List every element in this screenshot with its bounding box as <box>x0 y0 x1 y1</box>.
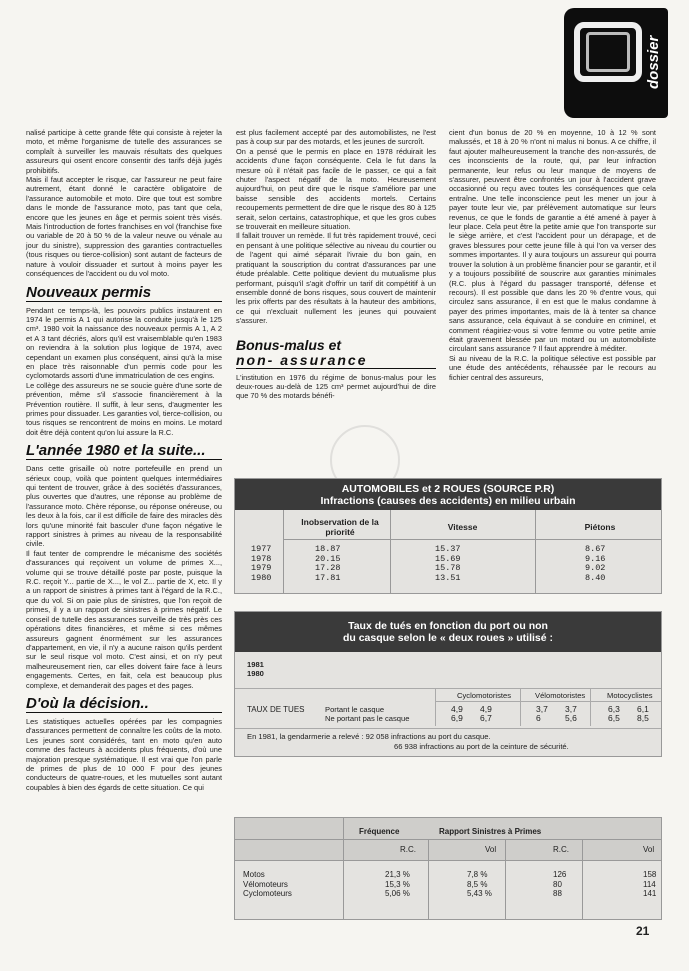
sub-header: Vol <box>643 845 655 854</box>
table-note: En 1981, la gendarmerie a relevé : 92 058 infractions au port du casque. <box>247 732 491 741</box>
table-cell: 1979 <box>251 563 272 574</box>
section-heading: Nouveaux permis <box>26 284 222 302</box>
sub-header: Vol <box>485 845 497 854</box>
table-cell: 6,7 <box>480 713 492 723</box>
paragraph: est plus facilement accepté par des automobilistes, ne l'est pas à coup sur par des motards, et les jeunes de surcroît. <box>236 128 436 147</box>
row-label: Portant le casque <box>325 705 385 714</box>
paragraph: Mais il faut accepter le risque, car l'assureur ne peut faire autrement, étant donné le caractère obligatoire de l'assurance automobile et moto. Dire que tout est sombre dans le monde de l'assurance moto, pas tant que cela, encore que les jeunes en âge et permis soient très visés. Mais l'introduction de fortes franchises en vol (franchise fixe ou variable de 20 à 50 % de la valeur neuve ou vénale au jour du sinistre), suppression des garanties contractuelles (tous risques ou tierce-collision) sont autant de facteurs de nature à vouloir dissuader et surtout à moins payer les conséquences de l'accident ou du vol moto. <box>26 175 222 279</box>
table-cell: 4,9 <box>451 704 463 714</box>
table-cell: 5,43 % <box>467 889 492 898</box>
column-header: Fréquence <box>359 827 400 836</box>
table-cell: 3,7 <box>565 704 577 714</box>
table-cell: 8.40 <box>585 572 606 583</box>
row-label: Cyclomoteurs <box>243 889 292 898</box>
table-cell: 15.37 <box>435 544 461 554</box>
group-header: Cyclomotoristes <box>457 691 512 700</box>
table-taux-tues <box>234 611 662 757</box>
table-cell: 4,9 <box>480 704 492 714</box>
table-cell: 3,7 <box>536 704 548 714</box>
table-cell: 1980 <box>251 572 272 583</box>
table-cell: 6,1 <box>637 704 649 714</box>
row-label: Ne portant pas le casque <box>325 714 410 723</box>
paragraph: nalisé participe à cette grande fête qui consiste à rejeter la moto, et même l'organisme de tutelle des assurances se complaît à surveiller les mauvais résultats des quelques assureurs qui osent encore consentir des tarifs déjà jugés prohibitifs. <box>26 128 222 175</box>
table-cell: 8.67 <box>585 544 606 554</box>
dossier-logo <box>564 8 668 118</box>
table-cell: 5,06 % <box>385 889 410 898</box>
paragraph: Il fallait trouver un remède. Il fut très rapidement trouvé, ceci en pensant à une politique sélective au niveau du courtier ou de l'agent qui aimé séparait l'ivraie du bon gain, en pratiquant la souscription du contrat d'assurances par une étude préalable. Cette politique devient du mutualisme plus performant, puisqu'il s'agit d'offrir un tarif dit compétitif à un ensemble donné de bons risques, sous couvert de maintenir les prix offerts par des résultats à la hauteur des ambitions, ce qui n'excluait nullement les jeunes qui pouvaient s'assurer. <box>236 231 436 326</box>
table-frequence <box>234 817 662 920</box>
table-title: Taux de tués en fonction du port ou non du casque selon le « deux roues » utilisé : <box>235 612 661 652</box>
table-cell: 8,5 <box>637 713 649 723</box>
section-heading: D'où la décision.. <box>26 695 222 713</box>
table-cell: 9.16 <box>585 553 606 564</box>
paragraph: On a pensé que le permis en place en 1978 réduirait les accidents d'une façon conséquente. Cela le fut dans la mesure où il n'était pas facile de le passer, ce qui a fait chuter l'aspect négatif de la moto. Heureusement aujourd'hui, on peut dire que le risque s'améliore par une baisse sensible des accidents mortels. Certains recoupements permettent de dire que le risque des 80 à 125 serait, selon certains, catastrophique, et que les gros cubes se trouverait en meilleure situation. <box>236 146 436 232</box>
table-cell: 6,5 <box>608 713 620 723</box>
row-label: Vélomoteurs <box>243 879 288 889</box>
column-header: Rapport Sinistres à Primes <box>439 827 542 836</box>
table-cell: 18.87 <box>315 544 341 554</box>
table-cell: 9.02 <box>585 563 606 574</box>
table-cell: 6 <box>536 713 541 723</box>
table-cell: 88 <box>553 889 562 898</box>
table-cell: 15.78 <box>435 563 461 574</box>
table-title: AUTOMOBILES et 2 ROUES (SOURCE P.R) Infractions (causes des accidents) en milieu urbain <box>235 479 661 510</box>
sub-header: R.C. <box>553 845 569 854</box>
page-number: 21 <box>636 924 650 938</box>
table-cell: 141 <box>643 889 657 898</box>
column-3 <box>449 128 656 382</box>
paragraph: cient d'un bonus de 20 % en moyenne, 10 à 12 % sont malussés, et 18 à 20 % n'ont ni malus ni bonus. A ce chiffre, il faut ajouter malheureusement la tranche des non-assurés, de ces inconscients de la route, qui, par leur infraction permanente, leur refus ou leur manque de moyens de s'assurer, peuvent être confrontés un jour à l'accident grave occasionné ou reçu avec toutes les conséquences que cela entraîne. Une telle inconscience peut les mener un jour à payer toute leur vie, par prélèvement automatique sur leurs revenus, ce que le fonds de garantie a été amené à payer à leur place. Cela peut être la petite amie que l'on transporte sur le siège arrière, et c'est l'accident pour un dérapage, et de graves blessures pour cette jeune fille à qui l'on va verser des sommes importantes. Il y aura toujours un assureur qui pourra trouver la solution à un problème financier pour se garantir, et il y a toujours possibilité de souscrire aux garanties minimales (R.C. plus à l'égard du passager transporté, défense et recours). Il est possible que dans les 20 % d'entre vous, qui circulez sans assurance, il en est que le malus condamne à payer des primes importantes, mais de là à tenter sa chance sans assurance, cela équivaut à se conduire en criminel, et comment réagiriez-vous si votre femme ou votre petite amie était gravement blessée par un motard ou un automobiliste circulant sans assurance ? Il faut apprendre à méditer. <box>449 128 656 354</box>
column-1 <box>26 128 222 792</box>
column-header: Piétons <box>584 522 616 532</box>
table-cell: 158 <box>643 870 657 879</box>
group-header: Vélomotoristes <box>535 691 586 700</box>
table-cell: 17.28 <box>315 563 341 574</box>
table-cell: 1978 <box>251 553 272 564</box>
table-cell: 1977 <box>251 544 272 554</box>
year-label: 1981 <box>247 660 264 669</box>
table-cell: 114 <box>643 879 656 889</box>
paragraph: L'institution en 1976 du régime de bonus-malus pour les deux-roues au-delà de 125 cm³ permet aujourd'hui de dire que 70 % des motards bénéfi- <box>236 372 436 401</box>
table-cell: 15.69 <box>435 553 461 564</box>
table-cell: 17.81 <box>315 572 341 583</box>
paragraph: Le collège des assureurs ne se soucie guère d'une sorte de prévention, même s'il s'associe financièrement à la Prévention routière. Il suffit, à leur sens, d'augmenter les primes pour dissuader. Les garanties vol, tierce-collision, ou tous risques se rencontrent de moins en moins. Le motard doit être déjà content qu'on lui assure la R.C. <box>26 380 222 437</box>
table-cell: 5,6 <box>565 713 577 723</box>
paragraph: Dans cette grisaille où notre portefeuille en prend un sérieux coup, voilà que pointent quelques intermédiaires qui tentent de trouver, grâce à des sociétés d'assurances, plus ouvertes que d'autres, une réponse au problème de l'assurance moto. Chère réponse, ou réponse onéreuse, ou les deux à la fois, car il est difficile de faire des miracles dès lors qu'une minorité fait basculer d'une façon négative le rapport sinistres à primes au niveau de la responsabilité civile. <box>26 464 222 549</box>
table-cell: 80 <box>553 879 562 889</box>
table-infractions <box>234 478 662 594</box>
briefcase-inner-icon <box>586 32 630 72</box>
row-label: Motos <box>243 870 265 879</box>
table-cell: 21,3 % <box>385 870 410 879</box>
table-cell: 126 <box>553 870 567 879</box>
group-header: Motocyclistes <box>607 691 653 700</box>
paragraph: Si au niveau de la R.C. la politique sélective est possible par une étude des antécédents, réhaussée par le recours au fichier central des assureurs, <box>449 353 656 382</box>
paragraph: Il faut tenter de comprendre le mécanisme des sociétés d'assurances qui reçoivent un volume de primes X..., volume qui se trouve détaillé poste par poste, puisque la R.C. reçoit Y... partie de X..., le vol Z... partie de X, etc. Il y a un rapport de sinistres à primes tant à l'égard de la R.C., que du vol. Si on paie plus de sinistres, que l'on reçoit de primes, il y a un rapport de sinistres à primes négatif. Le conseil de tutelle des assurances surveille de très près ces opérations dites financières, et même si ces mêmes assureurs gagnent énormément sur les assurances d'appartement, en vie, il n'y a aucune raison qu'ils perdent sur le seul risque vol moto. C'est ainsi, et on n'y peut malheureusement rien, car elles doivent faire face à leurs engagements. Certes, en fait, cela est beaucoup plus complexe, et demanderait des pages et des pages. <box>26 548 222 690</box>
table-cell: 20.15 <box>315 553 341 564</box>
table-cell: 13.51 <box>435 572 461 583</box>
row-label: TAUX DE TUES <box>247 705 305 714</box>
column-header: Vitesse <box>447 522 478 532</box>
paragraph: Pendant ce temps-là, les pouvoirs publics instaurent en 1974 le permis A 1 qui autorise la conduite jusqu'à le 125 cm³. 1980 voit la naissance des nouveaux permis A 1, A 2 et A 3 tant décriés, alors qu'il est vraisemblable qu'en 1983 on reviendra à la solution plus logique de 1974, avec cependant un examen plus conséquent, ainsi qu'à la mise en place très raisonnable d'un permis code pour les cyclomotards assorti d'une immatriculation de ces engins. <box>26 305 222 381</box>
section-heading: Bonus-malus et non- assurance <box>236 338 436 369</box>
table-note: 66 938 infractions au port de la ceinture de sécurité. <box>394 742 569 751</box>
column-header: Inobservation de la priorité <box>301 517 379 537</box>
year-label: 1980 <box>247 669 264 678</box>
table-cell: 7,8 % <box>467 870 488 879</box>
sub-header: R.C. <box>400 845 416 854</box>
column-2 <box>236 128 436 401</box>
table-cell: 15,3 % <box>385 879 410 889</box>
paragraph: Les statistiques actuelles opérées par les compagnies d'assurances permettent de connaître les coûts de la moto. Les jeunes sont considérés, tant en moto qu'en auto comme des facteurs à accidents plus fréquents, d'où une majoration presque systématique. Il est vrai que l'on parle de primes de plus de 10 000 F pour des jeunes conducteurs de quatre-roues, et les mutuelles sont autant coupables à bien des égards de cette situation. Ce qui <box>26 716 222 792</box>
table-cell: 8,5 % <box>467 879 488 889</box>
table-cell: 6,3 <box>608 704 620 714</box>
table-cell: 6,9 <box>451 713 463 723</box>
logo-word: dossier <box>645 35 662 89</box>
section-heading: L'année 1980 et la suite... <box>26 442 222 460</box>
